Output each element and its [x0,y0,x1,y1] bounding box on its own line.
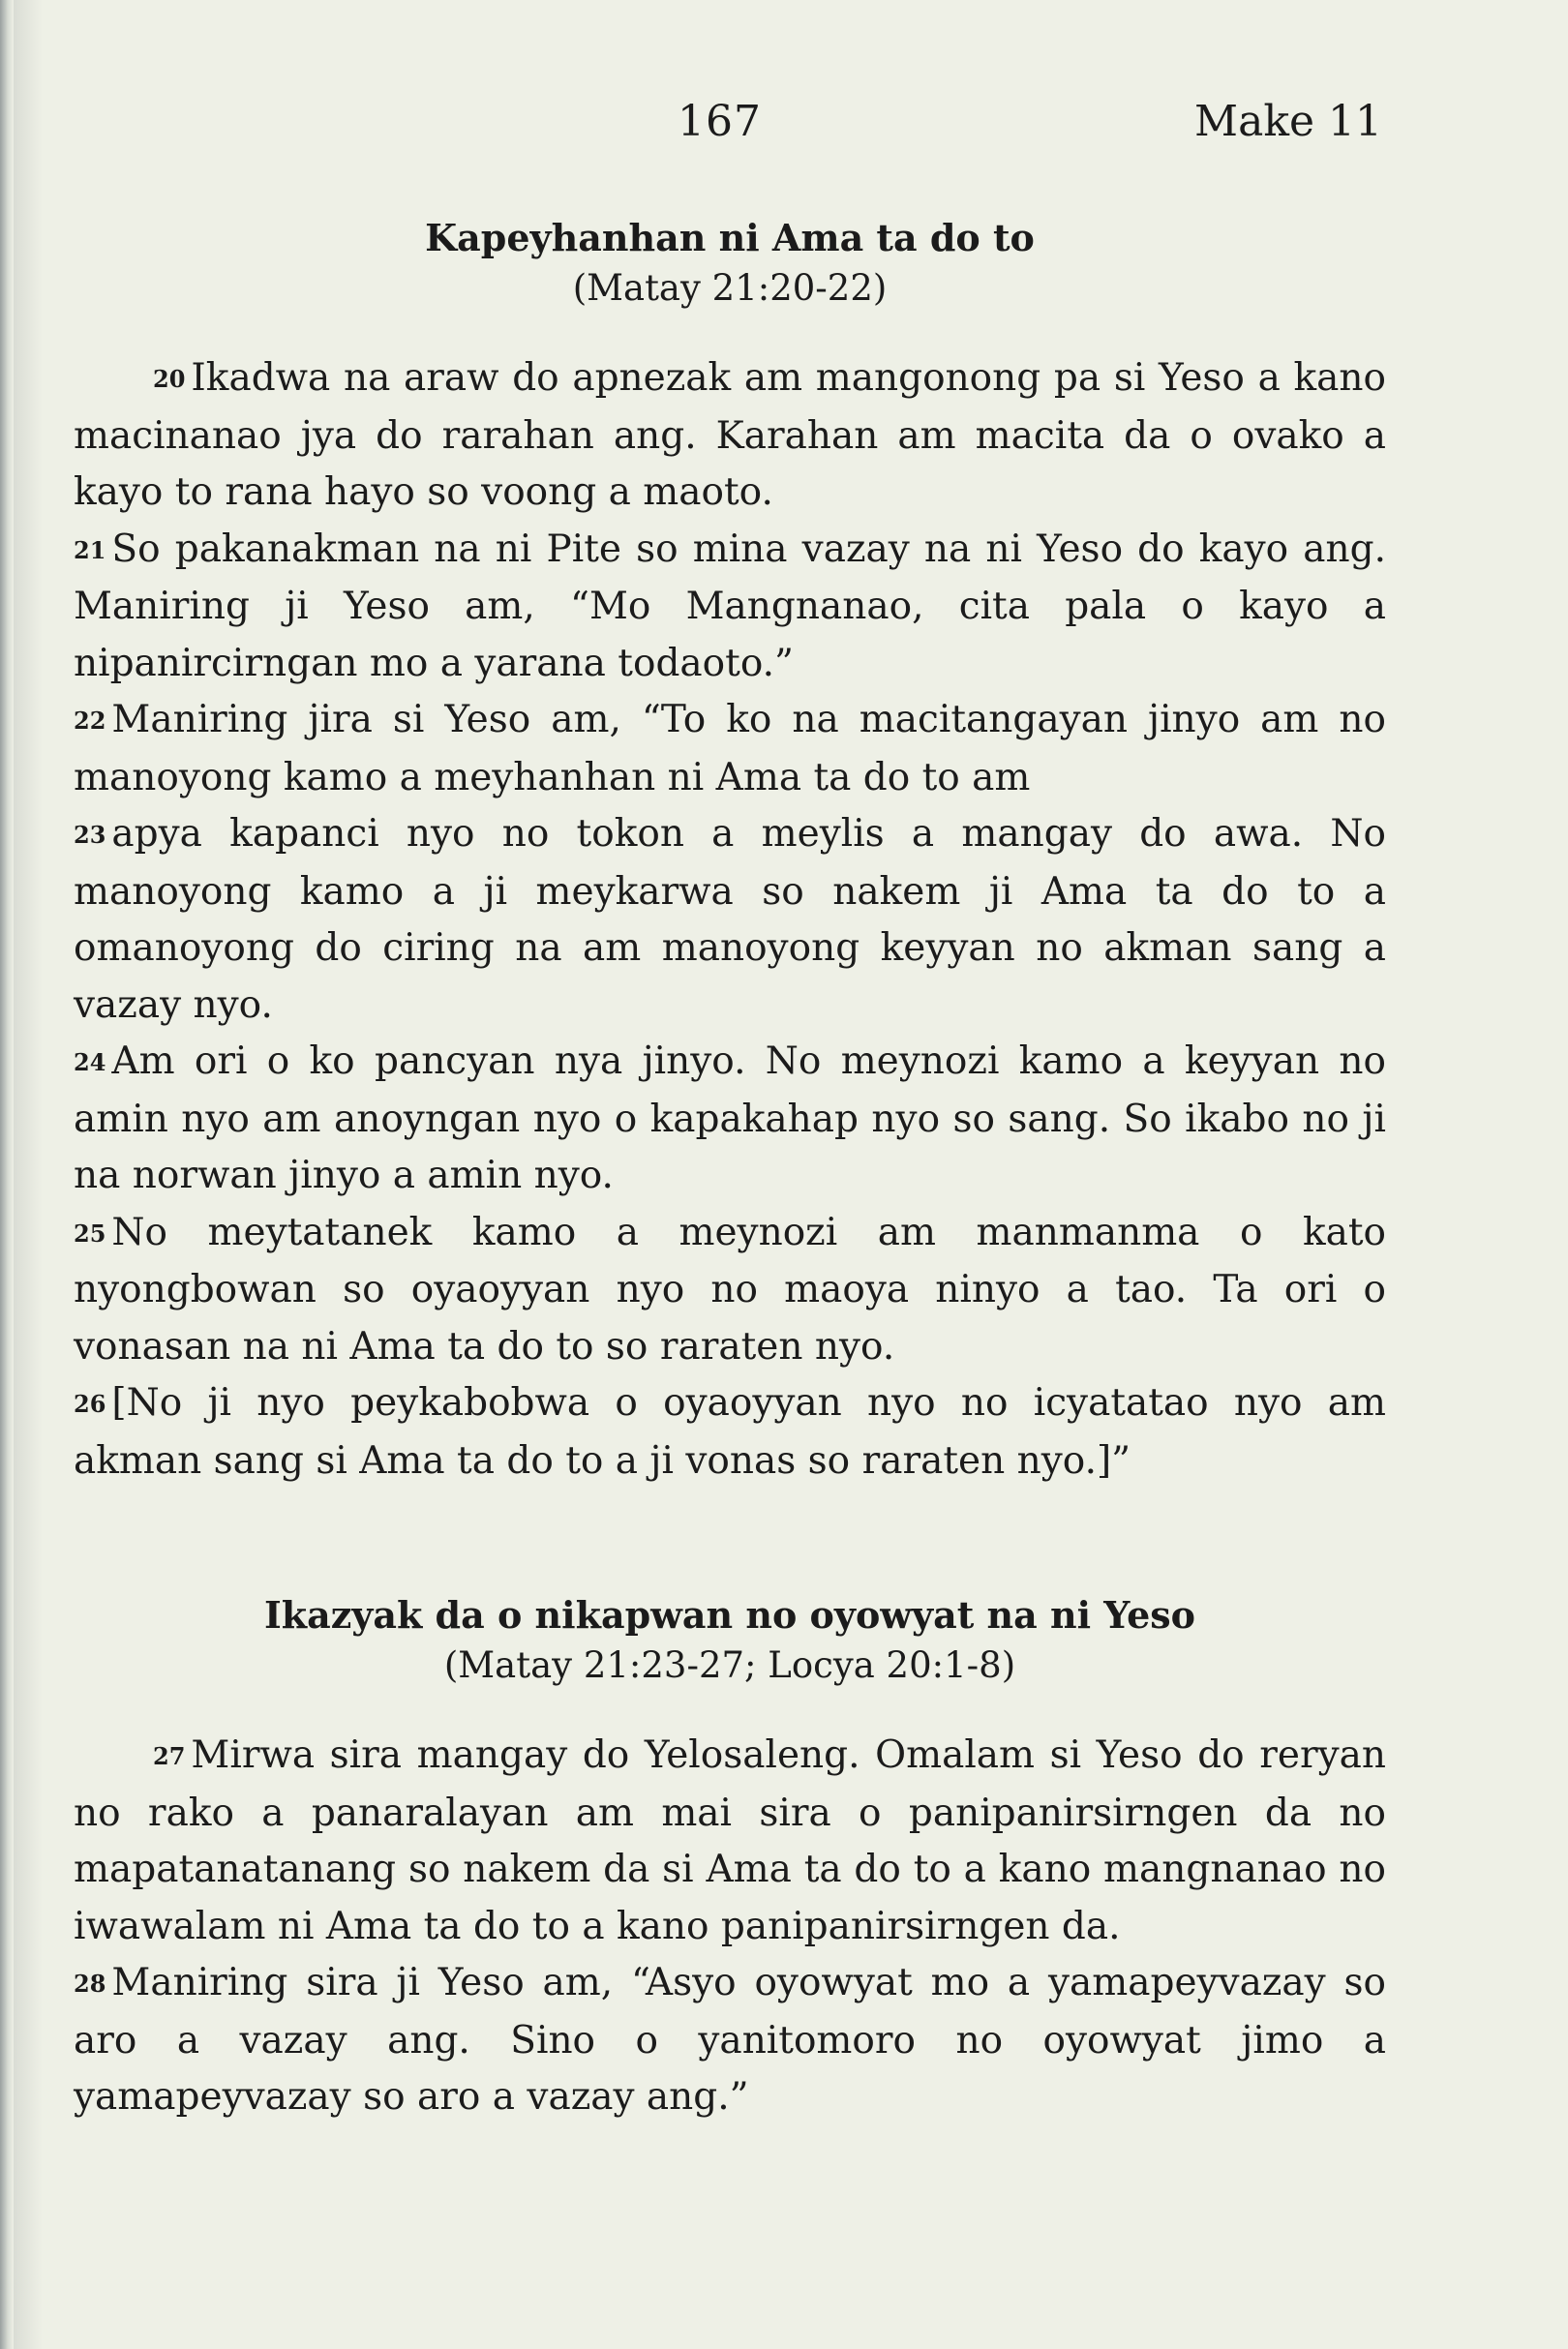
section-title: Kapeyhanhan ni Ama ta do to [425,216,1035,259]
verse-number: 23 [74,821,106,849]
verse [74,1205,1386,1376]
verse-text: Am ori o ko pancyan nya jinyo. No meynozi kamo a keyyan no amin nyo am anoyngan nyo o kapakahap nyo so sang. So ikabo no ji na norwan jinyo a amin nyo. [74,1039,1386,1197]
verse [74,1955,1386,2126]
page-gutter-shadow [14,0,43,2349]
verse-number: 24 [74,1048,106,1076]
running-head: Make 11 [1194,97,1382,146]
verse-text: No meytatanek kamo a meynozi am manmanma o kato nyongbowan so oyaoyyan nyo no maoya ninyo a tao. Ta ori o vonasan na ni Ama ta do to so raraten nyo. [74,1210,1386,1369]
verse-text: apya kapanci nyo no tokon a meylis a mangay do awa. No manoyong kamo a ji meykarwa so nakem ji Ama ta do to a omanoyong do ciring na am manoyong keyyan no akman sang a vazay nyo. [74,812,1386,1027]
section-2 [74,1590,1386,2126]
verse-text: So pakanakman na ni Pite so mina vazay na ni Yeso do kayo ang. Maniring ji Yeso am, “Mo Mangnanao, cita pala o kayo a nipanircirngan mo a yarana todaoto.” [74,527,1386,685]
verse-number: 25 [74,1219,106,1248]
verse-number: 28 [74,1970,106,1998]
verse-block [74,1728,1386,2126]
verse-text: Mirwa sira mangay do Yelosaleng. Omalam si Yeso do reryan no rako a panaralayan am mai sira o panipanirsirngen da no mapatanatanang so nakem da si Ama ta do to a kano mangnanao no iwawalam ni Ama ta do to a kano panipanirsirngen da. [74,1733,1386,1948]
verse [74,692,1386,806]
verse-text: Maniring jira si Yeso am, “To ko na macitangayan jinyo am no manoyong kamo a meyhanhan ni Ama ta do to am [74,698,1386,799]
section-reference: (Matay 21:23-27; Locya 20:1-8) [443,1644,1016,1686]
page-number: 167 [678,97,762,146]
verse [74,806,1386,1034]
section-1 [74,213,1386,1490]
verse-number: 26 [74,1390,106,1418]
verse-number: 22 [74,707,106,735]
page-header [0,97,1568,155]
verse-number: 20 [153,365,186,393]
verse [74,1034,1386,1205]
verse-block [74,350,1386,1490]
verse [74,350,1386,522]
section-title: Ikazyak da o nikapwan no oyowyat na ni Yeso [263,1593,1196,1637]
verse [74,522,1386,693]
verse-text: Maniring sira ji Yeso am, “Asyo oyowyat mo a yamapeyvazay so aro a vazay ang. Sino o yanitomoro no oyowyat jimo a yamapeyvazay so aro a vazay ang.” [74,1961,1386,2119]
verse-number: 21 [74,535,106,564]
verse [74,1375,1386,1490]
verse-number: 27 [153,1742,186,1770]
page-binding-edge [0,0,14,2349]
verse [74,1728,1386,1955]
verse-text: Ikadwa na araw do apnezak am mangonong pa si Yeso a kano macinanao jya do rarahan ang. Karahan am macita da o ovako a kayo to rana hayo so voong a maoto. [74,356,1386,514]
verse-text: [No ji nyo peykabobwa o oyaoyyan nyo no icyatatao nyo am akman sang si Ama ta do to a ji vonas so raraten nyo.]” [74,1381,1386,1483]
section-reference: (Matay 21:20-22) [572,267,888,309]
page-content [74,213,1386,2126]
